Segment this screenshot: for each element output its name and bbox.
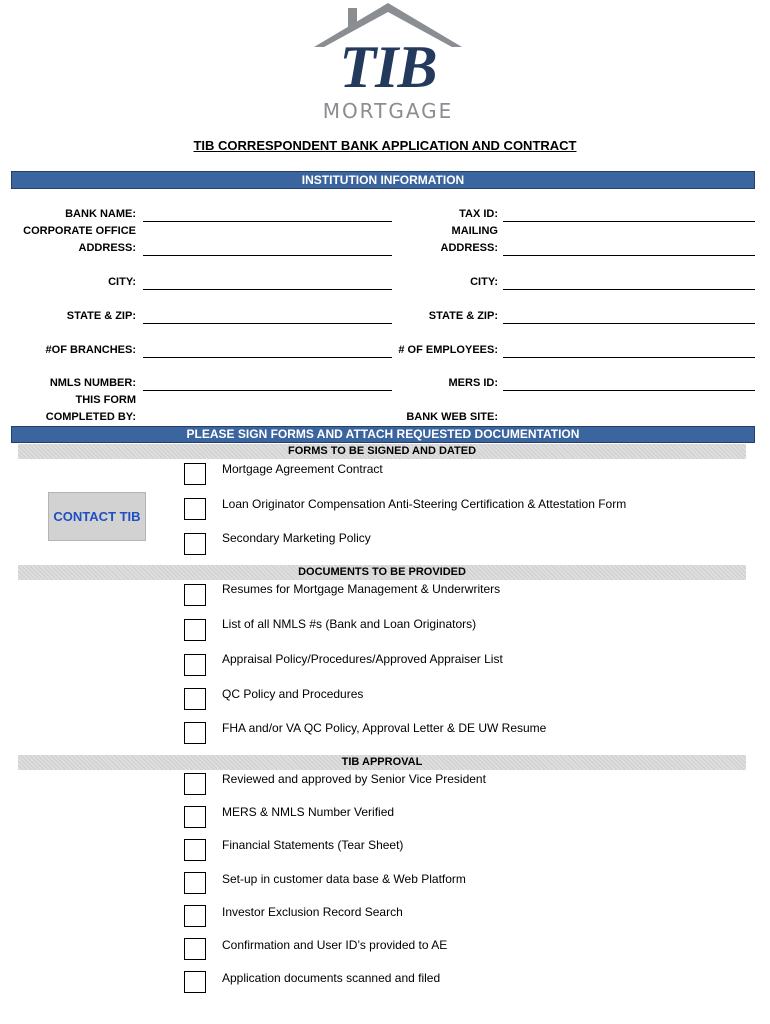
approval-item-financial-statements: Financial Statements (Tear Sheet)	[222, 838, 404, 852]
checkbox[interactable]	[184, 584, 206, 606]
page-title: TIB CORRESPONDENT BANK APPLICATION AND CONTRACT	[193, 138, 577, 153]
bank-name-label: BANK NAME:	[65, 208, 136, 220]
approval-item-mers-nmls: MERS & NMLS Number Verified	[222, 805, 395, 819]
bank-name-field[interactable]	[143, 221, 392, 222]
checkbox[interactable]	[184, 905, 206, 927]
form-item-secondary-marketing: Secondary Marketing Policy	[222, 531, 371, 545]
mailing-address-field[interactable]	[503, 255, 755, 256]
document-item-resumes: Resumes for Mortgage Management & Underwriters	[222, 582, 501, 596]
bank-web-site-label: BANK WEB SITE:	[406, 411, 498, 423]
city-field[interactable]	[143, 289, 392, 290]
sign-forms-header: PLEASE SIGN FORMS AND ATTACH REQUESTED DOCUMENTATION	[11, 426, 755, 443]
mailing-state-zip-label: STATE & ZIP:	[428, 310, 498, 322]
approval-item-setup: Set-up in customer data base & Web Platform	[222, 872, 466, 886]
document-item-qc-policy: QC Policy and Procedures	[222, 687, 364, 701]
employees-label: # OF EMPLOYEES:	[398, 344, 498, 356]
mailing-city-label: CITY:	[470, 276, 498, 288]
checkbox[interactable]	[184, 533, 206, 555]
completed-by-label: COMPLETED BY:	[45, 411, 136, 423]
address-field[interactable]	[143, 255, 392, 256]
checkbox[interactable]	[184, 654, 206, 676]
mailing-city-field[interactable]	[503, 289, 755, 290]
this-form-label: THIS FORM	[75, 394, 136, 406]
checkbox[interactable]	[184, 773, 206, 795]
checkbox[interactable]	[184, 872, 206, 894]
checkbox[interactable]	[184, 722, 206, 744]
checkbox[interactable]	[184, 498, 206, 520]
checkbox[interactable]	[184, 619, 206, 641]
checkbox[interactable]	[184, 463, 206, 485]
checkbox[interactable]	[184, 806, 206, 828]
employees-field[interactable]	[503, 357, 755, 358]
document-item-nmls-list: List of all NMLS #s (Bank and Loan Originators)	[222, 617, 477, 631]
form-item-anti-steering: Loan Originator Compensation Anti-Steering Certification & Attestation Form	[222, 497, 627, 511]
document-item-fha-va: FHA and/or VA QC Policy, Approval Letter & DE UW Resume	[222, 721, 547, 735]
tib-mortgage-logo	[312, 0, 464, 124]
form-item-mortgage-agreement: Mortgage Agreement Contract	[222, 462, 383, 476]
tax-id-field[interactable]	[503, 221, 755, 222]
checkbox[interactable]	[184, 938, 206, 960]
state-zip-field[interactable]	[143, 323, 392, 324]
mers-id-label: MERS ID:	[448, 377, 498, 389]
approval-item-investor-exclusion: Investor Exclusion Record Search	[222, 905, 403, 919]
address-label: ADDRESS:	[78, 242, 136, 254]
contact-tib-button[interactable]: CONTACT TIB	[48, 492, 146, 541]
city-label: CITY:	[108, 276, 136, 288]
forms-subheader: FORMS TO BE SIGNED AND DATED	[18, 444, 746, 459]
approval-item-reviewed: Reviewed and approved by Senior Vice President	[222, 772, 486, 786]
logo-wordmark: TIB	[339, 34, 437, 100]
documents-subheader: DOCUMENTS TO BE PROVIDED	[18, 565, 746, 580]
branches-field[interactable]	[143, 357, 392, 358]
approval-subheader: TIB APPROVAL	[18, 755, 746, 770]
state-zip-label: STATE & ZIP:	[66, 310, 136, 322]
mailing-label: MAILING	[451, 225, 498, 237]
institution-info-header: INSTITUTION INFORMATION	[11, 171, 755, 189]
document-item-appraisal-policy: Appraisal Policy/Procedures/Approved Appraiser List	[222, 652, 503, 666]
approval-item-scanned: Application documents scanned and filed	[222, 971, 441, 985]
branches-label: #OF BRANCHES:	[45, 344, 136, 356]
checkbox[interactable]	[184, 839, 206, 861]
checkbox[interactable]	[184, 688, 206, 710]
mers-id-field[interactable]	[503, 390, 755, 391]
approval-item-confirmation: Confirmation and User ID’s provided to AE	[222, 938, 448, 952]
logo-subtext: MORTGAGE	[322, 99, 454, 123]
tax-id-label: TAX ID:	[459, 208, 498, 220]
mailing-address-label: ADDRESS:	[440, 242, 498, 254]
nmls-number-field[interactable]	[143, 390, 392, 391]
mailing-state-zip-field[interactable]	[503, 323, 755, 324]
corporate-office-label: CORPORATE OFFICE	[23, 225, 136, 237]
checkbox[interactable]	[184, 971, 206, 993]
nmls-number-label: NMLS NUMBER:	[49, 377, 136, 389]
